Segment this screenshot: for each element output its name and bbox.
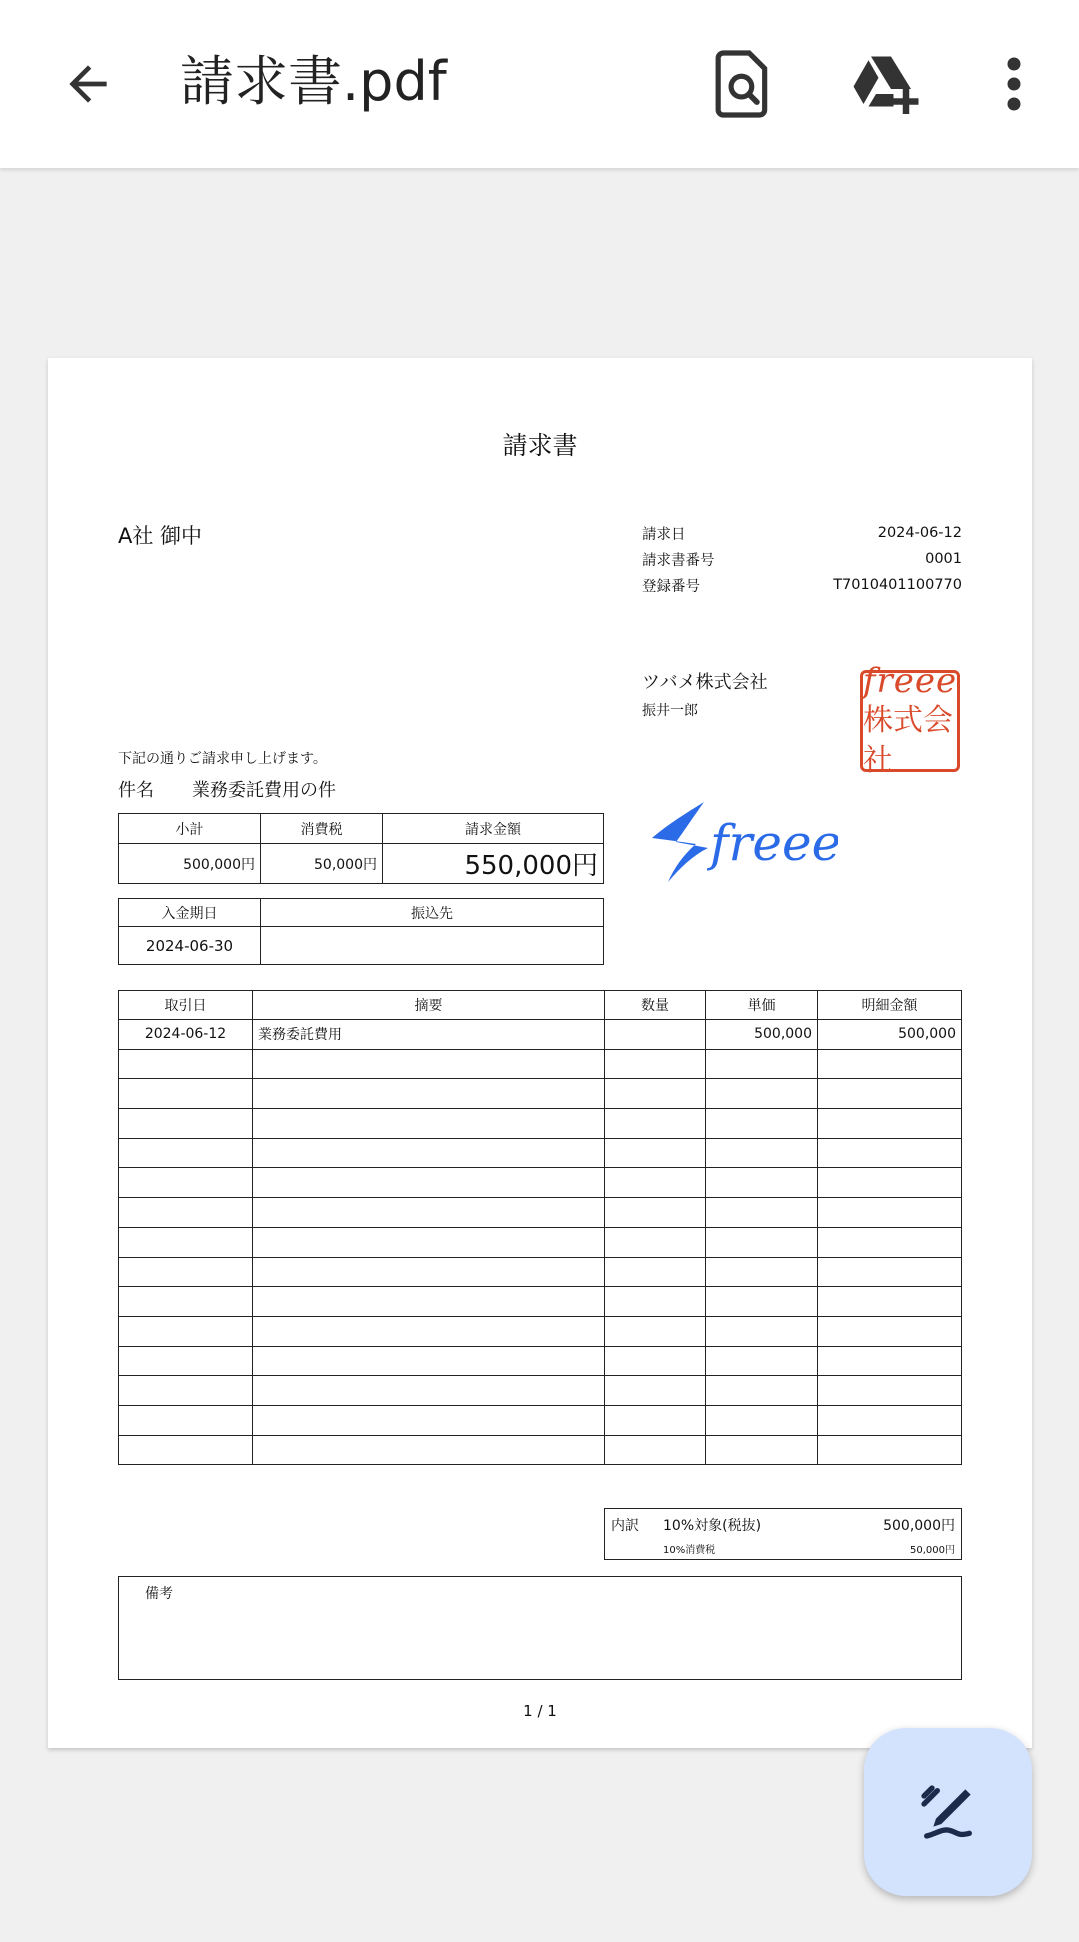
edit-pen-icon: [916, 1780, 980, 1844]
item-date: 2024-06-12: [119, 1020, 253, 1050]
empty-cell: [253, 1346, 605, 1376]
empty-cell: [253, 1376, 605, 1406]
meta-label: 請求書番号: [642, 552, 715, 569]
subject-label: 件名: [118, 780, 154, 801]
table-row: [119, 1376, 962, 1406]
empty-cell: [253, 1435, 605, 1465]
breakdown-label: 内訳: [611, 1518, 639, 1534]
empty-cell: [706, 1435, 818, 1465]
swallow-icon: [648, 798, 838, 888]
page-indicator: 1 / 1: [523, 1702, 557, 1720]
document-search-icon: [713, 50, 775, 118]
empty-cell: [605, 1435, 706, 1465]
recipient: A社 御中: [118, 524, 203, 548]
table-row: [119, 1316, 962, 1346]
due-date: 2024-06-30: [119, 927, 261, 965]
empty-cell: [253, 1287, 605, 1317]
empty-cell: [605, 1049, 706, 1079]
breakdown-taxable-value: 500,000円: [883, 1518, 955, 1534]
item-amount: 500,000: [818, 1020, 962, 1050]
breakdown-tax-label: 10%消費税: [663, 1545, 716, 1556]
company-seal-stamp: [860, 661, 960, 778]
meta-row-date: [642, 520, 962, 546]
table-row: [119, 1198, 962, 1228]
empty-cell: [605, 1079, 706, 1109]
items-header: 数量: [605, 991, 706, 1020]
empty-cell: [253, 1257, 605, 1287]
empty-cell: [818, 1405, 962, 1435]
empty-cell: [818, 1435, 962, 1465]
table-row: [119, 1049, 962, 1079]
empty-cell: [818, 1346, 962, 1376]
empty-cell: [818, 1049, 962, 1079]
empty-cell: [605, 1109, 706, 1139]
empty-cell: [253, 1079, 605, 1109]
empty-cell: [706, 1316, 818, 1346]
empty-cell: [818, 1227, 962, 1257]
subtotal-value: 500,000円: [119, 844, 261, 884]
empty-cell: [119, 1316, 253, 1346]
empty-cell: [253, 1168, 605, 1198]
issuer: [642, 668, 768, 720]
table-row: [119, 1020, 962, 1050]
empty-cell: [253, 1227, 605, 1257]
logo-text: freee: [710, 814, 838, 872]
empty-cell: [706, 1346, 818, 1376]
tax-value: 50,000円: [261, 844, 383, 884]
item-unit-price: 500,000: [706, 1020, 818, 1050]
empty-cell: [253, 1316, 605, 1346]
empty-cell: [818, 1198, 962, 1228]
more-vert-icon: [994, 54, 1034, 114]
breakdown-tax-value: 50,000円: [910, 1545, 955, 1556]
find-in-document-button[interactable]: [704, 44, 784, 124]
empty-cell: [119, 1227, 253, 1257]
issuer-person: 振井一郎: [642, 703, 698, 719]
table-row: [119, 1287, 962, 1317]
empty-cell: [818, 1257, 962, 1287]
empty-cell: [119, 1435, 253, 1465]
empty-cell: [706, 1198, 818, 1228]
empty-cell: [605, 1316, 706, 1346]
summary-header: 消費税: [261, 814, 383, 844]
empty-cell: [253, 1138, 605, 1168]
summary-table: [118, 813, 604, 884]
items-header: 明細金額: [818, 991, 962, 1020]
bank-account: [261, 927, 604, 965]
empty-cell: [605, 1138, 706, 1168]
back-button[interactable]: [52, 48, 124, 120]
item-quantity: [605, 1020, 706, 1050]
freee-logo: [648, 798, 838, 892]
table-row: [119, 1227, 962, 1257]
empty-cell: [605, 1346, 706, 1376]
meta-value: 0001: [925, 551, 962, 567]
breakdown-taxable-label: 10%対象(税抜): [663, 1518, 762, 1534]
summary-header: 請求金額: [383, 814, 604, 844]
empty-cell: [605, 1405, 706, 1435]
empty-cell: [605, 1198, 706, 1228]
arrow-back-icon: [60, 56, 116, 112]
payment-table: [118, 898, 604, 965]
subject-value: 業務委託費用の件: [192, 780, 336, 801]
empty-cell: [706, 1227, 818, 1257]
line-items-table: [118, 990, 962, 1465]
empty-cell: [253, 1049, 605, 1079]
payment-header: 入金期日: [119, 899, 261, 927]
app-bar: [0, 0, 1079, 168]
seal-line-1: freee: [862, 661, 958, 701]
empty-cell: [818, 1168, 962, 1198]
seal-line-2: 株式会社: [863, 703, 953, 778]
meta-row-number: [642, 546, 962, 572]
document-title: 請求書: [502, 431, 578, 460]
table-row: [119, 1346, 962, 1376]
subject: [118, 776, 336, 802]
empty-cell: [818, 1109, 962, 1139]
meta-label: 登録番号: [642, 578, 700, 595]
items-header: 取引日: [119, 991, 253, 1020]
greeting-text: 下記の通りご請求申し上げます。: [118, 751, 327, 767]
empty-cell: [119, 1376, 253, 1406]
empty-cell: [253, 1198, 605, 1228]
table-row: [119, 1257, 962, 1287]
empty-cell: [119, 1109, 253, 1139]
empty-cell: [119, 1405, 253, 1435]
table-row: [119, 1109, 962, 1139]
empty-cell: [119, 1049, 253, 1079]
empty-cell: [706, 1287, 818, 1317]
summary-header: 小計: [119, 814, 261, 844]
empty-cell: [605, 1227, 706, 1257]
empty-cell: [605, 1257, 706, 1287]
invoice-document: [48, 358, 1032, 1748]
empty-cell: [119, 1198, 253, 1228]
file-title: 請求書.pdf: [180, 50, 447, 113]
empty-cell: [706, 1049, 818, 1079]
empty-cell: [119, 1346, 253, 1376]
empty-cell: [818, 1376, 962, 1406]
table-row: [119, 1079, 962, 1109]
empty-cell: [706, 1405, 818, 1435]
empty-cell: [706, 1138, 818, 1168]
items-header: 単価: [706, 991, 818, 1020]
save-to-drive-button[interactable]: [846, 44, 926, 124]
annotate-button[interactable]: [864, 1728, 1032, 1896]
tax-breakdown: [604, 1508, 962, 1560]
empty-cell: [119, 1287, 253, 1317]
meta-value: 2024-06-12: [877, 525, 962, 541]
empty-cell: [818, 1287, 962, 1317]
meta-label: 請求日: [642, 526, 686, 543]
drive-add-icon: [851, 53, 921, 115]
meta-value: T7010401100770: [833, 577, 962, 593]
empty-cell: [818, 1316, 962, 1346]
empty-cell: [119, 1168, 253, 1198]
table-row: [119, 1435, 962, 1465]
empty-cell: [253, 1109, 605, 1139]
empty-cell: [119, 1138, 253, 1168]
empty-cell: [605, 1168, 706, 1198]
empty-cell: [818, 1138, 962, 1168]
table-row: [119, 1168, 962, 1198]
payment-header: 振込先: [261, 899, 604, 927]
empty-cell: [605, 1287, 706, 1317]
pdf-page: [48, 358, 1032, 1748]
meta-row-registration: [642, 572, 962, 598]
empty-cell: [706, 1376, 818, 1406]
empty-cell: [706, 1079, 818, 1109]
table-row: [119, 1138, 962, 1168]
empty-cell: [818, 1079, 962, 1109]
empty-cell: [253, 1405, 605, 1435]
more-options-button[interactable]: [974, 44, 1054, 124]
invoice-meta: [642, 520, 962, 598]
empty-cell: [706, 1257, 818, 1287]
remarks-label: 備考: [145, 1586, 173, 1602]
empty-cell: [706, 1168, 818, 1198]
table-row: [119, 1405, 962, 1435]
item-description: 業務委託費用: [253, 1020, 605, 1050]
empty-cell: [119, 1079, 253, 1109]
remarks-box: [118, 1576, 962, 1680]
items-header: 摘要: [253, 991, 605, 1020]
empty-cell: [605, 1376, 706, 1406]
empty-cell: [706, 1109, 818, 1139]
total-amount: 550,000円: [383, 844, 604, 884]
empty-cell: [119, 1257, 253, 1287]
issuer-company: ツバメ株式会社: [642, 672, 768, 693]
